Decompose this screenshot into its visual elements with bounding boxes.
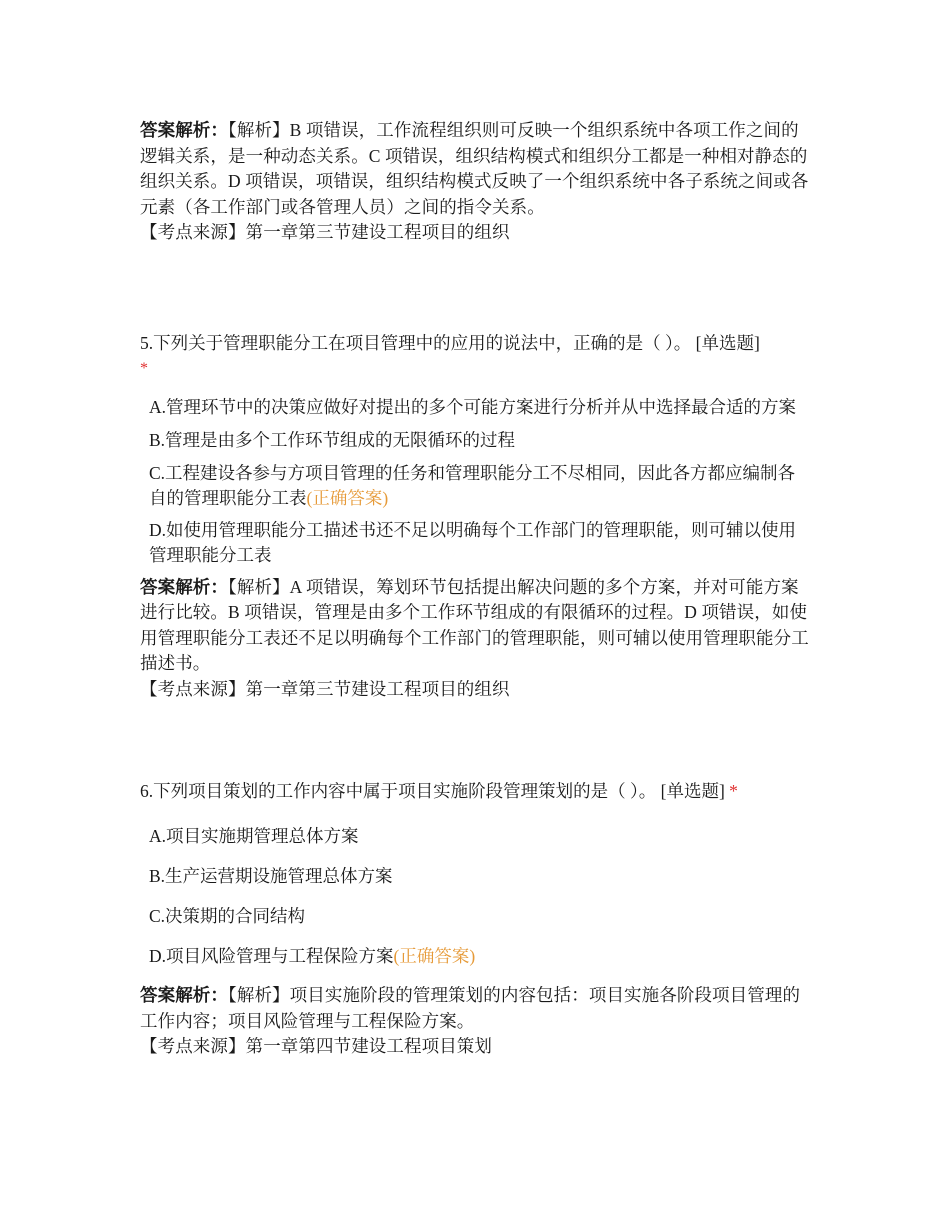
required-mark: *	[140, 359, 148, 377]
analysis-label: 答案解析：	[140, 576, 228, 597]
answer-analysis	[140, 575, 812, 677]
question-text-body: 6.下列项目策划的工作内容中属于项目实施阶段管理策划的是（ ）。 [单选题]	[140, 781, 725, 801]
analysis-text: 【解析】A 项错误，筹划环节包括提出解决问题的多个方案，并对可能方案进行比较。B 项错误，管理是由多个工作环节组成的有限循环的过程。D 项错误，如使用管理职能分工表还不足以明确每个工作部门的管理职能，则可辅以使用管理职能分工描述书。	[140, 576, 809, 673]
document-page	[140, 118, 812, 1060]
option-text: D.项目风险管理与工程保险方案	[149, 946, 394, 966]
option-d[interactable]	[149, 944, 812, 969]
question-text: 5.下列关于管理职能分工在项目管理中的应用的说法中，正确的是（ ）。 [单选题]	[140, 332, 760, 353]
analysis-text: 【解析】项目实施阶段的管理策划的内容包括：项目实施各阶段项目管理的工作内容；项目风险管理与工程保险方案。	[140, 985, 801, 1031]
analysis-text: 【解析】B 项错误，工作流程组织则可反映一个组织系统中各项工作之间的逻辑关系，是一种动态关系。C 项错误，组织结构模式和组织分工都是一种相对静态的组织关系。D 项错误，项错误，组织结构模式反映了一个组织系统中各子系统之间或各元素（各工作部门或各管理人员）之间的指令关系。	[140, 120, 809, 217]
question-4-answer-block	[140, 118, 812, 246]
question-text	[140, 778, 812, 804]
option-c[interactable]	[149, 461, 812, 511]
option-text: C.工程建设各参与方项目管理的任务和管理职能分工不尽相同，因此各方都应编制各自的管理职能分工表	[149, 462, 796, 508]
source-note: 【考点来源】第一章第四节建设工程项目策划	[140, 1036, 492, 1056]
option-text: B.生产运营期设施管理总体方案	[149, 866, 393, 886]
option-a[interactable]	[149, 824, 812, 849]
correct-answer-mark: (正确答案)	[306, 487, 389, 508]
option-d[interactable]	[149, 518, 812, 568]
option-a[interactable]	[149, 395, 812, 420]
option-b[interactable]	[149, 864, 812, 889]
answer-analysis	[140, 118, 812, 220]
required-mark: *	[729, 781, 738, 801]
analysis-label: 答案解析：	[140, 120, 228, 140]
option-text: C.决策期的合同结构	[149, 906, 306, 926]
answer-analysis	[140, 983, 812, 1034]
source-note: 【考点来源】第一章第三节建设工程项目的组织	[140, 678, 510, 699]
source-note: 【考点来源】第一章第三节建设工程项目的组织	[140, 222, 510, 242]
option-text: A.管理环节中的决策应做好对提出的多个可能方案进行分析并从中选择最合适的方案	[149, 396, 797, 417]
question-6	[140, 778, 812, 1060]
correct-answer-mark: (正确答案)	[393, 946, 476, 966]
option-text: D.如使用管理职能分工描述书还不足以明确每个工作部门的管理职能，则可辅以使用管理职能分工表	[149, 519, 797, 565]
option-text: B.管理是由多个工作环节组成的无限循环的过程	[149, 429, 516, 450]
option-c[interactable]	[149, 904, 812, 929]
analysis-label: 答案解析：	[140, 985, 228, 1005]
option-text: A.项目实施期管理总体方案	[149, 826, 359, 846]
option-b[interactable]	[149, 428, 812, 453]
question-5	[140, 330, 812, 703]
